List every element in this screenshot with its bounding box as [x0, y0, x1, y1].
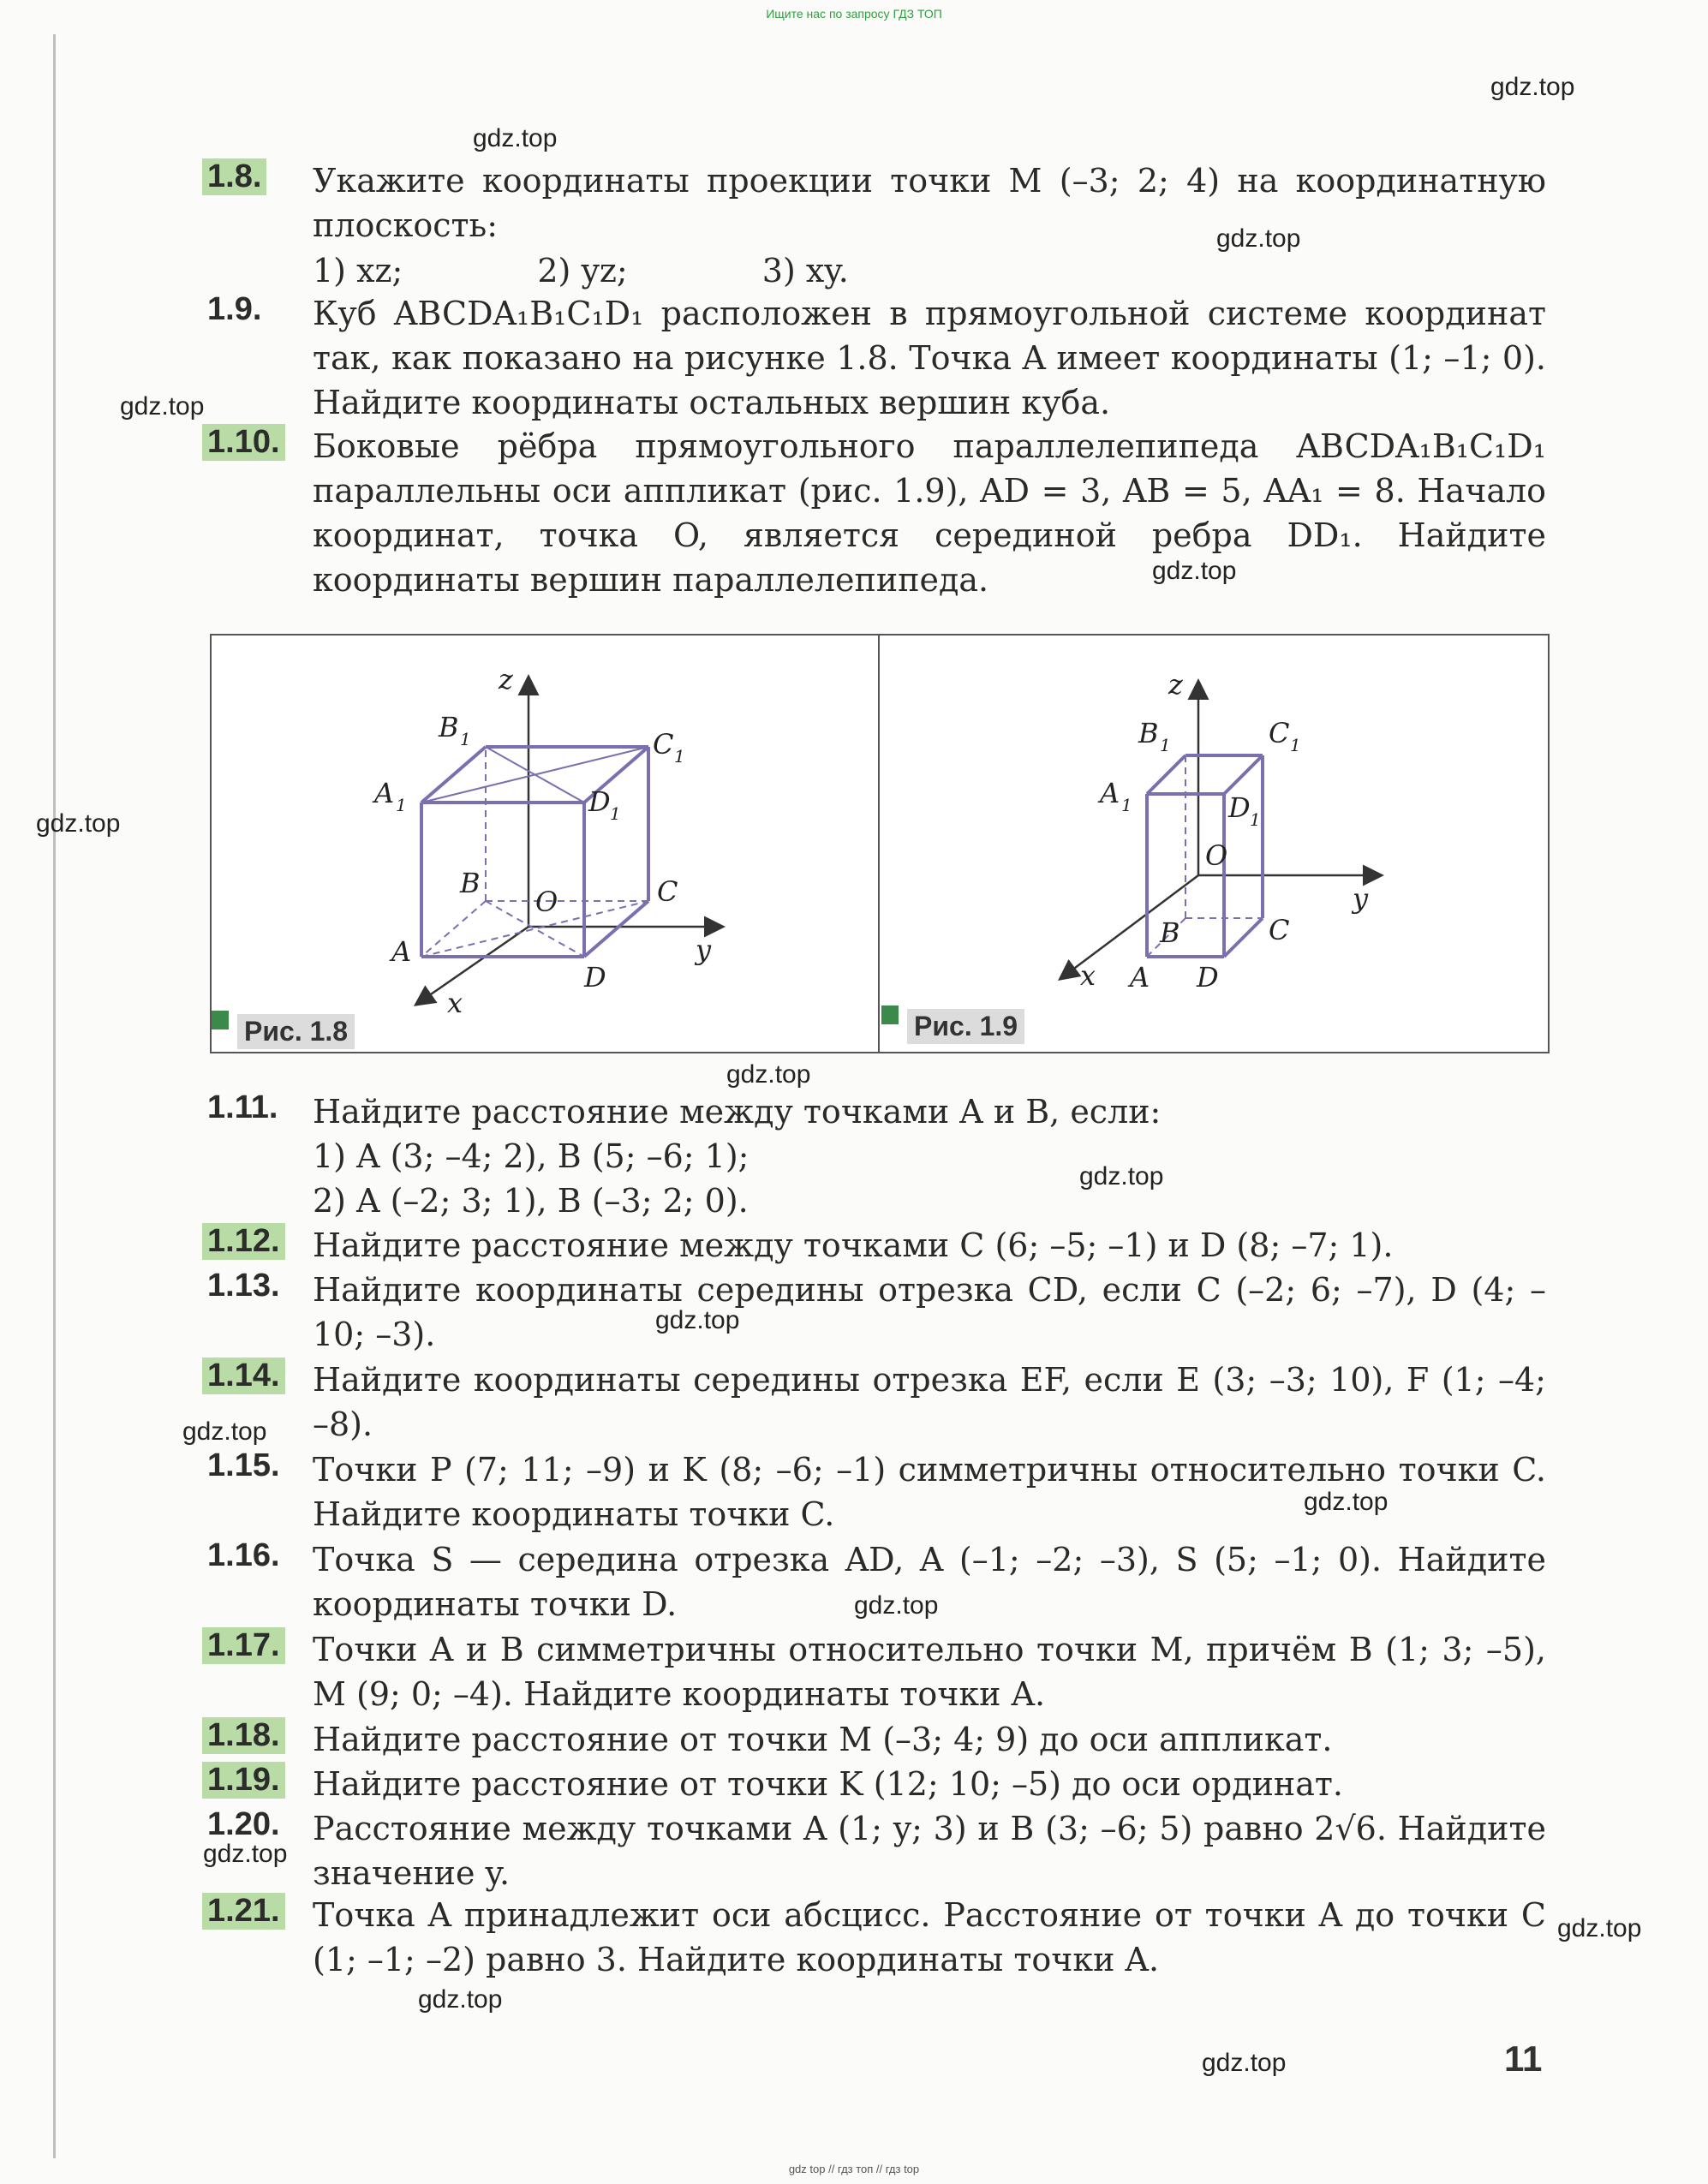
vertex-a1-label: A — [1100, 777, 1120, 809]
watermark: gdz.top — [1202, 2049, 1287, 2077]
problem-number: 1.17. — [202, 1627, 285, 1664]
problem-number: 1.14. — [202, 1358, 285, 1394]
problem-text: Найдите расстояние от точки M (–3; 4; 9) до оси аппликат. — [313, 1721, 1333, 1758]
watermark: gdz.top — [473, 124, 558, 152]
cube-visible-edges — [421, 747, 648, 957]
watermark: gdz.top — [1079, 1162, 1164, 1190]
watermark: gdz.top — [182, 1417, 267, 1446]
problem-number: 1.16. — [207, 1537, 280, 1573]
vertex-a1-label: A — [374, 777, 395, 809]
vertex-b1-label: B — [1138, 717, 1159, 749]
figure-1-8-caption: Рис. 1.8 — [237, 1014, 355, 1049]
figure-divider — [878, 636, 880, 1052]
problem-number: 1.12. — [202, 1223, 285, 1260]
problem-text: Куб ABCDA₁B₁C₁D₁ расположен в прямоугольной системе координат так, как показано на рисунке 1.8. Точка A имеет координаты (1; –1; 0). Найдите координаты остальных вершин куба. — [313, 295, 1546, 421]
watermark: gdz.top — [1490, 73, 1575, 101]
figure-1-9-caption: Рис. 1.9 — [907, 1009, 1024, 1044]
origin-o-label: O — [535, 886, 558, 918]
problem-number: 1.13. — [207, 1268, 280, 1304]
subscript: 1 — [610, 803, 621, 824]
figure-1-9 — [881, 636, 1546, 1052]
problem-text: Найдите расстояние между точками C (6; –5; –1) и D (8; –7; 1). — [313, 1226, 1394, 1264]
subscript: 1 — [1290, 735, 1301, 755]
y-axis-label: y — [1353, 882, 1369, 915]
origin-o-label: O — [1205, 839, 1228, 872]
watermark: gdz.top — [1557, 1914, 1642, 1942]
problem-text: Точка A принадлежит оси абсцисс. Расстояние от точки A до точки C (1; –1; –2) равно 3. Найдите координаты точки A. — [313, 1896, 1546, 1978]
vertex-d1-label: D — [588, 785, 611, 818]
vertex-c1-label: C — [653, 728, 674, 761]
top-banner: Ищите нас по запросу ГДЗ ТОП — [766, 7, 942, 21]
watermark: gdz.top — [1304, 1488, 1388, 1516]
vertex-c-label: C — [1269, 914, 1290, 946]
figure-1-8 — [212, 636, 876, 1052]
x-axis-label: x — [1080, 959, 1096, 992]
problem-text: Расстояние между точками A (1; y; 3) и B (3; –6; 5) равно 2√6. Найдите значение y. — [313, 1810, 1546, 1892]
problem-number: 1.18. — [202, 1717, 285, 1754]
problem-text: Точки A и B симметричны относительно точки M, причём B (1; 3; –5), M (9; 0; –4). Найдите координаты точки A. — [313, 1631, 1546, 1713]
subscript: 1 — [1250, 809, 1261, 830]
subscript: 1 — [674, 746, 685, 767]
vertex-c-label: C — [657, 875, 678, 908]
problem-number: 1.20. — [207, 1806, 280, 1842]
y-axis-label: y — [696, 934, 712, 966]
vertex-b-label: B — [460, 867, 481, 899]
problem-number: 1.9. — [207, 291, 262, 327]
vertex-c1-label: C — [1269, 717, 1290, 749]
problem-text: Точка S — середина отрезка AD, A (–1; –2; –3), S (5; –1; 0). Найдите координаты точки D. — [313, 1541, 1546, 1623]
problem-text: Найдите расстояние от точки K (12; 10; –5) до оси ординат. — [313, 1765, 1344, 1803]
vertex-a-label: A — [391, 935, 412, 968]
z-axis-label: z — [1168, 668, 1183, 701]
vertex-d1-label: D — [1228, 791, 1251, 824]
caption-marker — [212, 1011, 229, 1029]
watermark: gdz.top — [1152, 557, 1237, 585]
watermark: gdz.top — [655, 1306, 740, 1334]
x-axis-label: x — [447, 987, 463, 1019]
problem-text: Точки P (7; 11; –9) и K (8; –6; –1) симметричны относительно точки C. Найдите координаты точки C. — [313, 1451, 1546, 1533]
vertex-d-label: D — [584, 961, 606, 994]
problem-text: Укажите координаты проекции точки M (–3; 2; 4) на координатную плоскость: — [313, 162, 1546, 244]
watermark: gdz.top — [854, 1591, 939, 1620]
subscript: 1 — [460, 729, 471, 749]
x-axis — [417, 927, 529, 1004]
bottom-banner: gdz top // гдз топ // гдз top — [788, 2163, 920, 2175]
vertex-b1-label: B — [439, 711, 459, 743]
figures-frame — [210, 634, 1550, 1053]
problem-text: Найдите координаты середины отрезка EF, если E (3; –3; 10), F (1; –4; –8). — [313, 1361, 1546, 1443]
watermark: gdz.top — [1216, 224, 1301, 253]
watermark: gdz.top — [726, 1060, 811, 1089]
watermark: gdz.top — [36, 809, 121, 838]
problem-number: 1.19. — [202, 1762, 285, 1799]
problem-subitem: 2) A (–2; 3; 1), B (–3; 2; 0). — [313, 1182, 749, 1220]
problem-options: 1) xz; 2) yz; 3) xy. — [313, 252, 849, 289]
problem-number: 1.10. — [202, 424, 285, 461]
subscript: 1 — [396, 795, 407, 815]
problem-number: 1.11. — [207, 1089, 278, 1125]
problem-number: 1.15. — [207, 1447, 280, 1483]
problem-text: Найдите расстояние между точками A и B, если: — [313, 1093, 1162, 1131]
page-spine — [53, 34, 56, 2158]
vertex-d-label: D — [1197, 961, 1219, 994]
page-number: 11 — [1504, 2038, 1543, 2079]
problem-subitem: 1) A (3; –4; 2), B (5; –6; 1); — [313, 1137, 749, 1175]
vertex-a-label: A — [1130, 961, 1150, 994]
z-axis-label: z — [499, 663, 513, 695]
subscript: 1 — [1121, 795, 1132, 815]
vertex-b-label: B — [1160, 916, 1180, 949]
caption-marker — [881, 1005, 899, 1024]
problem-number: 1.8. — [202, 158, 266, 195]
problem-text: Боковые рёбра прямоугольного параллелепипеда ABCDA₁B₁C₁D₁ параллельны оси аппликат (рис. 1.9), AD = 3, AB = 5, AA₁ = 8. Начало координат, точка O, является серединой ребра DD₁. Найдите координаты вершин параллелепипеда. — [313, 427, 1546, 599]
watermark: gdz.top — [418, 1985, 503, 2014]
watermark: gdz.top — [203, 1840, 288, 1868]
subscript: 1 — [1160, 735, 1171, 755]
problem-text: Найдите координаты середины отрезка CD, если C (–2; 6; –7), D (4; –10; –3). — [313, 1271, 1546, 1353]
problem-number: 1.21. — [202, 1893, 285, 1930]
watermark: gdz.top — [120, 392, 205, 421]
